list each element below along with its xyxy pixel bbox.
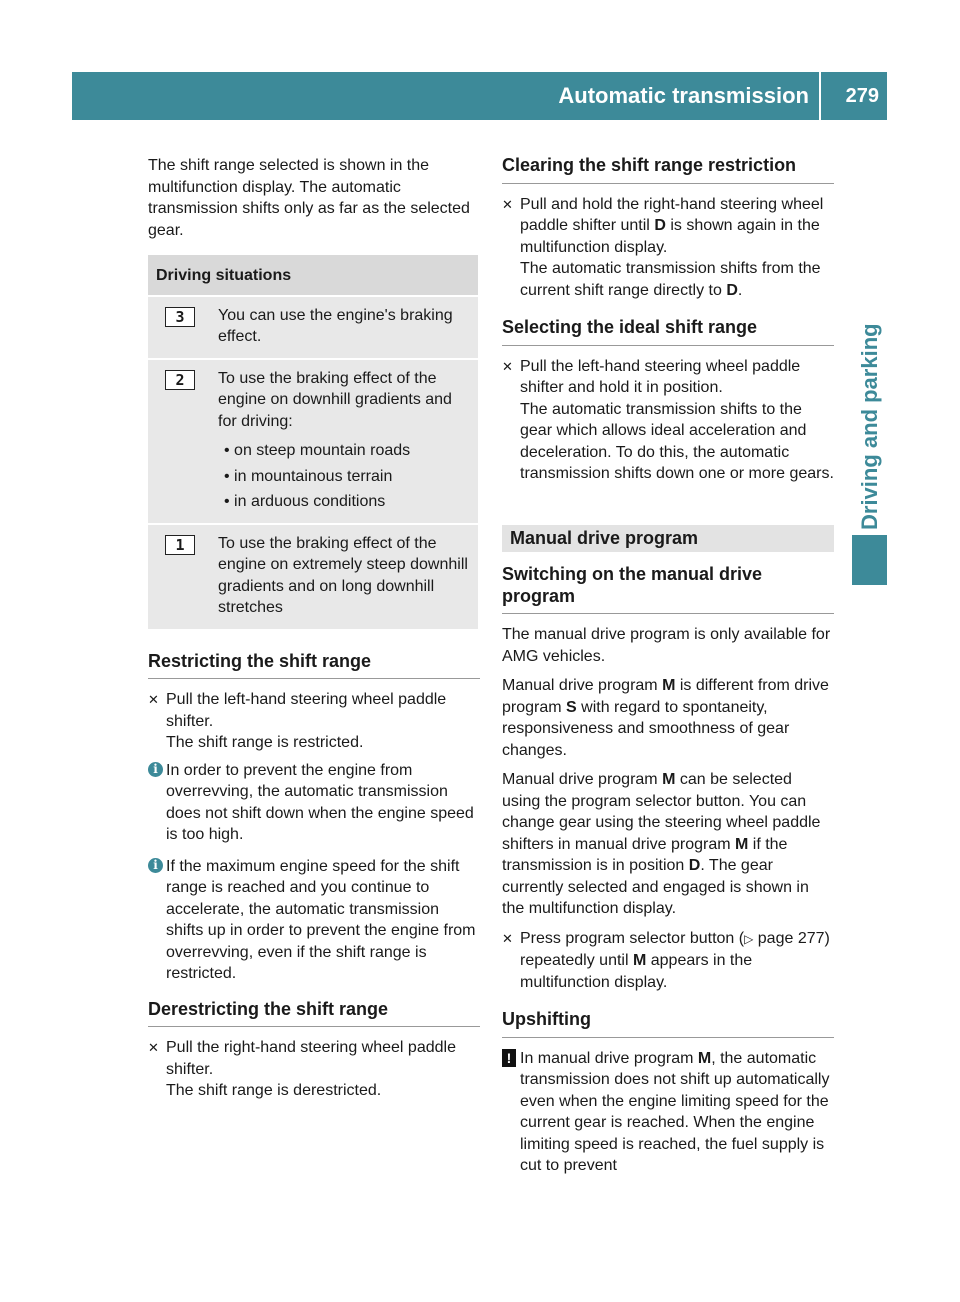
derestricting-step: ✕ Pull the right-hand steering wheel paddle shifter. The shift range is derestricted. [148,1039,456,1099]
section-tab [852,535,887,585]
paragraph: Manual drive program M can be selected using the program selector button. You can change gear using the steering wheel paddle shifters in manual drive program M if the transmission is in position D. The gear currently selected and engaged is shown in the multifunction display. [502,771,821,917]
left-column [148,155,480,1108]
upshifting-heading: Upshifting [502,1009,834,1038]
step-arrow-icon: ✕ [148,692,159,707]
step-arrow-icon: ✕ [148,1040,159,1055]
table-cell: To use the braking effect of the engine on downhill gradients and for driving: [218,369,452,430]
restricting-heading: Restricting the shift range [148,651,480,680]
sidebar-section-label: Driving and parking [857,323,882,530]
table-row [148,523,478,629]
manual-heading: Switching on the manual drive program [502,564,834,614]
clearing-step: ✕ Pull and hold the right-hand steering wheel paddle shifter until D is shown again in the multifunction display. The automatic transmission shifts from the current shift range directly to D. [502,195,824,299]
info-note: i If the maximum engine speed for the shift range is reached and you continue to accelerate, the automatic transmission shifts up in order to prevent the engine from overrevving, even if the shift range is restricted. [148,856,480,985]
list-item: • in mountainous terrain [224,467,393,485]
right-column [502,155,834,1177]
ideal-heading: Selecting the ideal shift range [502,317,834,346]
table-row [148,358,478,523]
step-arrow-icon: ✕ [502,358,513,374]
info-note: i In order to prevent the engine from overrevving, the automatic transmission does not shift down when the engine speed is too high. [148,760,480,846]
section-band: Manual drive program [502,525,834,553]
list-item: • on steep mountain roads [224,442,411,459]
ideal-step: ✕ Pull the left-hand steering wheel paddle shifter and hold it in position. The automatic transmission shifts to the gear which allows ideal acceleration and deceleration. To do this, the automatic transmission shifts down one or more gears. [502,357,834,482]
manual-step: ✕ Press program selector button (▷ page 277) repeatedly until M appears in the multifunction display. [502,929,830,991]
step-arrow-icon: ✕ [502,930,513,946]
warning-icon: ! [502,1049,516,1067]
table-cell: To use the braking effect of the engine on extremely steep downhill gradients and on long downhill stretches [212,523,478,629]
warning-note: ! In manual drive program M, the automatic transmission does not shift up automatically even when the engine limiting speed for the current gear is reached. When the engine limiting speed is reached, the fuel supply is cut to prevent [502,1048,834,1177]
header-title: Automatic transmission [558,72,821,120]
page-number: 279 [845,85,879,107]
restricting-step: ✕ Pull the left-hand steering wheel paddle shifter. The shift range is restricted. [148,691,447,751]
page-header [72,72,887,120]
info-icon: i [148,858,163,873]
table-cell: You can use the engine's braking effect. [212,295,478,358]
page-ref-icon[interactable]: ▷ [744,931,754,946]
intro-paragraph: The shift range selected is shown in the multifunction display. The automatic transmission shifts only as far as the selected gear. [148,157,470,239]
sidebar [852,300,887,530]
clearing-heading: Clearing the shift range restriction [502,155,834,184]
gear-3-key-icon: 3 [165,307,195,327]
list-item: • in arduous conditions [224,493,386,510]
paragraph: The manual drive program is only available for AMG vehicles. [502,626,831,665]
step-arrow-icon: ✕ [502,196,513,212]
driving-situations-table [148,255,478,629]
paragraph: Manual drive program M is different from drive program S with regard to spontaneity, responsiveness and smoothness of gear changes. [502,677,829,759]
gear-1-key-icon: 1 [165,535,195,555]
derestricting-heading: Derestricting the shift range [148,999,480,1028]
table-row [148,295,478,358]
table-header: Driving situations [148,255,478,295]
info-icon: i [148,762,163,777]
gear-2-key-icon: 2 [165,370,195,390]
